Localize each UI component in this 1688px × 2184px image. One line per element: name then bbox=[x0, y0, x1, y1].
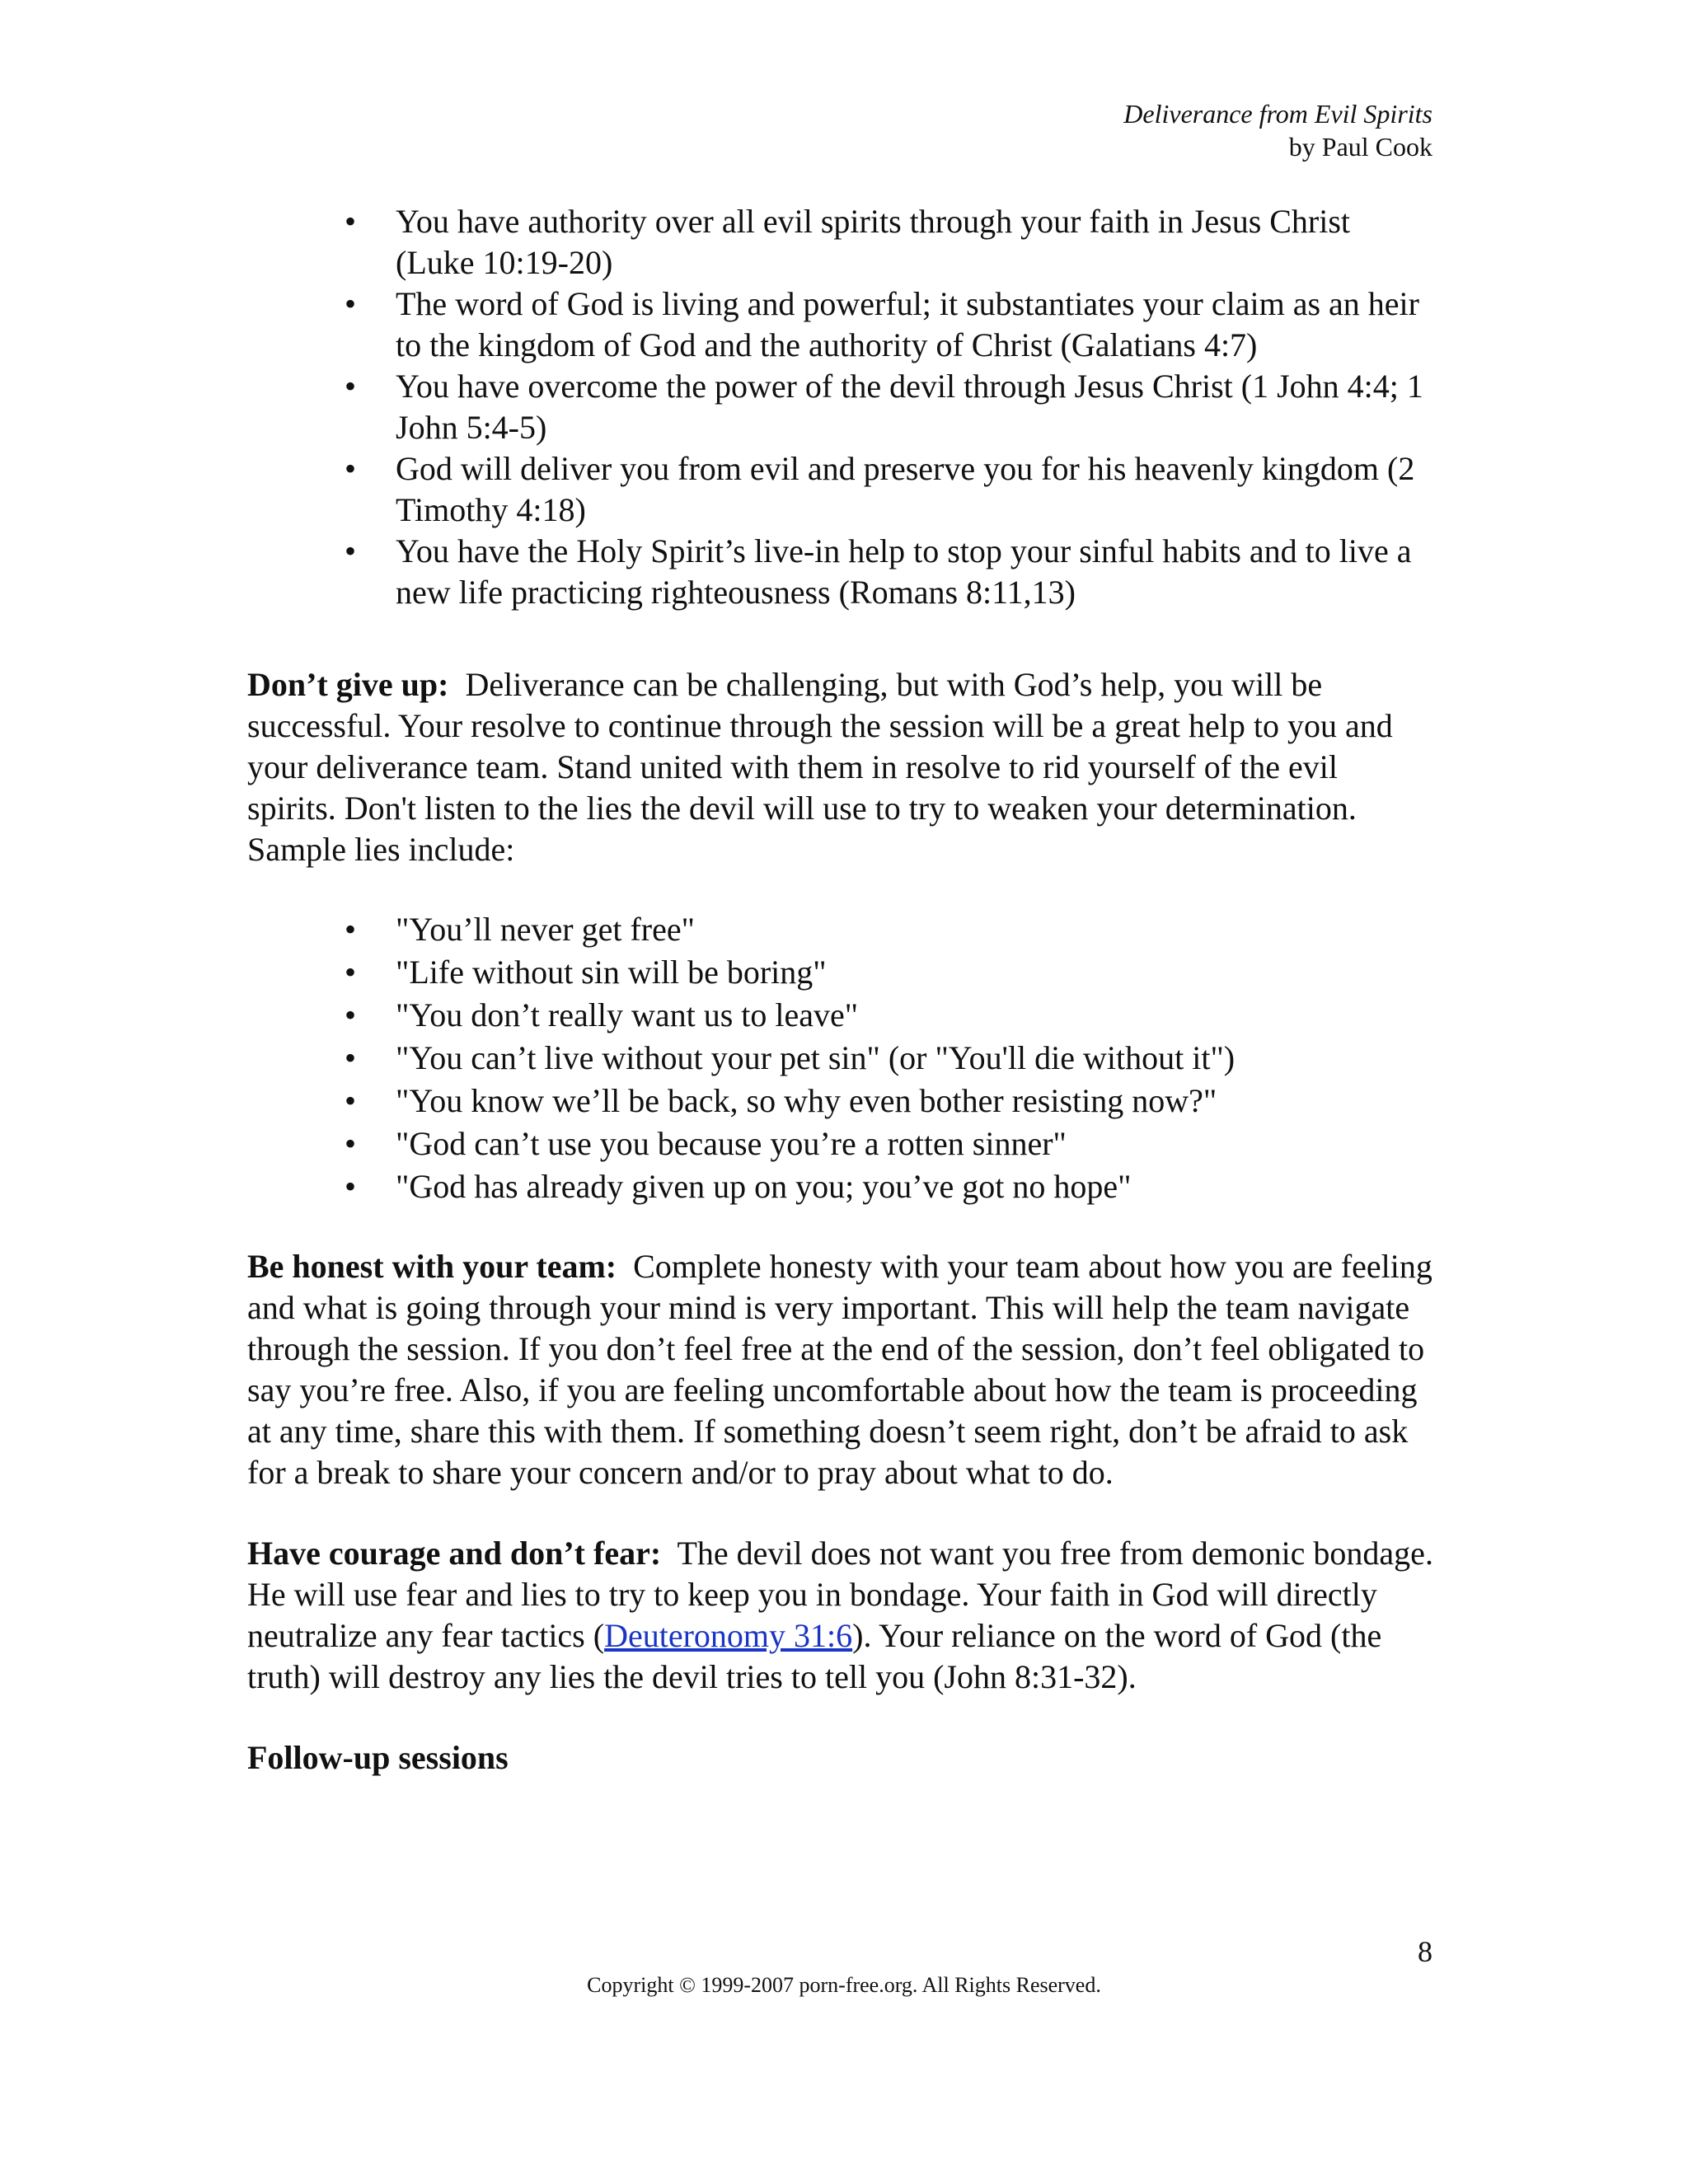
courage-text-after: ). Your reliance on the word of God (the truth) will destroy any lies the devil tries to tell you (John 8:31-32). bbox=[247, 1617, 1382, 1695]
dont-give-up-heading: Don’t give up: bbox=[247, 666, 449, 703]
running-header bbox=[1123, 97, 1432, 163]
be-honest-text: Complete honesty with your team about how you are feeling and what is going through your mind is very important. This will help the team navigate through the session. If you don’t feel free at the end of the session, don’t feel obligated to say you’re free. Also, if you are feeling uncomfortable about how the team is proceeding at any time, share this with them. If something doesn’t seem right, don’t be afraid to ask for a break to share your concern and/or to pray about what to do. bbox=[247, 1248, 1432, 1491]
authority-list bbox=[247, 201, 1434, 613]
list-item: • "You don’t really want us to leave" bbox=[247, 994, 1434, 1037]
list-item: • You have overcome the power of the devil through Jesus Christ (1 John 4:4; 1 John 5:4-5) bbox=[247, 366, 1434, 448]
be-honest-heading: Be honest with your team: bbox=[247, 1248, 617, 1285]
page-number: 8 bbox=[1418, 1935, 1432, 1968]
follow-up-heading-text: Follow-up sessions bbox=[247, 1739, 509, 1776]
spacer bbox=[247, 870, 1434, 908]
spacer bbox=[247, 1493, 1434, 1533]
list-item: • "You know we’ll be back, so why even bother resisting now?" bbox=[247, 1080, 1434, 1122]
be-honest-paragraph bbox=[247, 1246, 1434, 1493]
list-item: • God will deliver you from evil and preserve you for his heavenly kingdom (2 Timothy 4:18) bbox=[247, 448, 1434, 531]
dont-give-up-paragraph bbox=[247, 664, 1434, 870]
page-body bbox=[247, 201, 1434, 1779]
list-item: • "You can’t live without your pet sin" (or "You'll die without it") bbox=[247, 1037, 1434, 1080]
spacer bbox=[247, 1698, 1434, 1737]
list-item: • You have authority over all evil spirits through your faith in Jesus Christ (Luke 10:19-20) bbox=[247, 201, 1434, 284]
courage-heading: Have courage and don’t fear: bbox=[247, 1535, 662, 1572]
document-author: by Paul Cook bbox=[1288, 132, 1432, 162]
list-item: • The word of God is living and powerful; it substantiates your claim as an heir to the kingdom of God and the authority of Christ (Galatians 4:7) bbox=[247, 284, 1434, 366]
spacer bbox=[247, 1208, 1434, 1246]
spacer bbox=[247, 613, 1434, 664]
deuteronomy-link[interactable]: Deuteronomy 31:6 bbox=[604, 1617, 853, 1654]
copyright-footer: Copyright © 1999-2007 porn-free.org. All Rights Reserved. bbox=[587, 1973, 1101, 1997]
courage-text-before: The devil does not want you free from demonic bondage. He will use fear and lies to try to keep you in bondage. Your faith in God will directly neutralize any fear tactics ( bbox=[247, 1535, 1433, 1654]
list-item: • "God has already given up on you; you’ve got no hope" bbox=[247, 1165, 1434, 1208]
follow-up-heading bbox=[247, 1737, 1434, 1779]
list-item: • "God can’t use you because you’re a rotten sinner" bbox=[247, 1122, 1434, 1165]
list-item: • "You’ll never get free" bbox=[247, 908, 1434, 951]
list-item: • "Life without sin will be boring" bbox=[247, 951, 1434, 994]
document-title: Deliverance from Evil Spirits bbox=[1123, 99, 1432, 129]
dont-give-up-text: Deliverance can be challenging, but with God’s help, you will be successful. Your resolve to continue through the session will be a great help to you and your deliverance team. Stand united with them in resolve to rid yourself of the evil spirits. Don't listen to the lies the devil will use to try to weaken your determination. Sample lies include: bbox=[247, 666, 1393, 868]
courage-paragraph bbox=[247, 1533, 1434, 1698]
sample-lies-list bbox=[247, 908, 1434, 1208]
list-item: • You have the Holy Spirit’s live-in help to stop your sinful habits and to live a new life practicing righteousness (Romans 8:11,13) bbox=[247, 531, 1434, 613]
